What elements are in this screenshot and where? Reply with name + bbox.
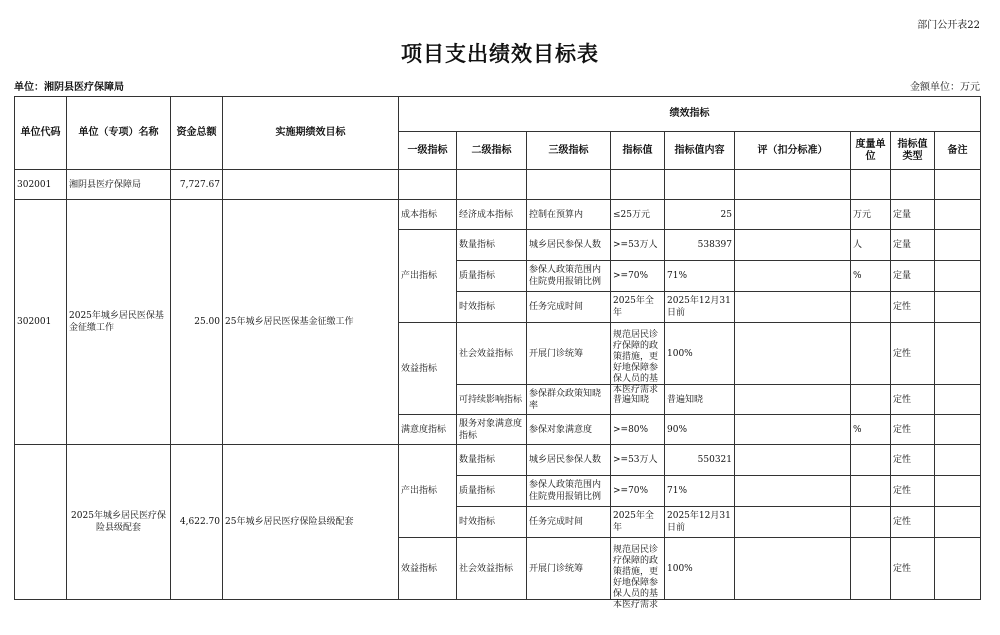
col-level2: 二级指标 bbox=[457, 132, 527, 170]
unit-cell: 万元 bbox=[851, 200, 891, 230]
performance-table bbox=[14, 96, 981, 610]
unit-cell: % bbox=[851, 415, 891, 445]
remark-cell bbox=[935, 261, 981, 292]
score-cell bbox=[735, 323, 851, 385]
remark-cell bbox=[935, 538, 981, 600]
l2-cell: 可持续影响指标 bbox=[457, 385, 527, 415]
summary-row bbox=[15, 170, 981, 200]
score-cell bbox=[735, 230, 851, 261]
unit-cell bbox=[851, 476, 891, 507]
page-title: 项目支出绩效目标表 bbox=[401, 41, 599, 66]
type-cell: 定量 bbox=[891, 200, 935, 230]
score-cell bbox=[735, 538, 851, 600]
col-ind-value: 指标值 bbox=[611, 132, 665, 170]
l1-cell: 产出指标 bbox=[399, 445, 457, 538]
l1-cell: 满意度指标 bbox=[399, 415, 457, 445]
col-perf-indicators: 绩效指标 bbox=[399, 97, 981, 132]
content-cell: 100% bbox=[665, 538, 735, 600]
remark-cell bbox=[935, 292, 981, 323]
header-row-1 bbox=[15, 97, 981, 132]
value-cell: >=70% bbox=[611, 476, 665, 507]
type-cell: 定性 bbox=[891, 292, 935, 323]
content-cell: 538397 bbox=[665, 230, 735, 261]
l3-cell: 任务完成时间 bbox=[527, 292, 611, 323]
score-cell bbox=[735, 292, 851, 323]
type-cell: 定量 bbox=[891, 261, 935, 292]
content-cell: 2025年12月31日前 bbox=[665, 292, 735, 323]
l2-cell: 质量指标 bbox=[457, 261, 527, 292]
content-cell: 2025年12月31日前 bbox=[665, 507, 735, 538]
value-cell: >=70% bbox=[611, 261, 665, 292]
p1-goal: 25年城乡居民医保基金征缴工作 bbox=[223, 200, 399, 445]
col-unit-name: 单位（专项）名称 bbox=[67, 97, 171, 170]
content-cell: 100% bbox=[665, 323, 735, 385]
value-text: 规范居民诊疗保障的政策措施，更好地保障参保人员的基本医疗需求 bbox=[613, 544, 659, 610]
content-cell: 90% bbox=[665, 415, 735, 445]
l1-cell: 效益指标 bbox=[399, 323, 457, 415]
unit-label: 单位：湘阴县医疗保障局 bbox=[14, 82, 124, 93]
l2-cell: 时效指标 bbox=[457, 507, 527, 538]
type-cell: 定性 bbox=[891, 476, 935, 507]
summary-code: 302001 bbox=[15, 170, 67, 200]
l3-cell: 城乡居民参保人数 bbox=[527, 230, 611, 261]
score-cell bbox=[735, 507, 851, 538]
l3-cell: 参保人政策范围内住院费用报销比例 bbox=[527, 261, 611, 292]
remark-cell bbox=[935, 385, 981, 415]
type-cell: 定性 bbox=[891, 538, 935, 600]
content-cell: 71% bbox=[665, 476, 735, 507]
p1-name: 2025年城乡居民医保基金征缴工作 bbox=[67, 200, 171, 445]
unit-cell bbox=[851, 385, 891, 415]
score-cell bbox=[735, 385, 851, 415]
remark-cell bbox=[935, 415, 981, 445]
l2-cell: 数量指标 bbox=[457, 445, 527, 476]
p2-goal: 25年城乡居民医疗保险县级配套 bbox=[223, 445, 399, 600]
value-cell: 2025年全年 bbox=[611, 507, 665, 538]
remark-cell bbox=[935, 507, 981, 538]
content-cell: 71% bbox=[665, 261, 735, 292]
l1-cell: 产出指标 bbox=[399, 230, 457, 323]
score-cell bbox=[735, 415, 851, 445]
col-ind-content: 指标值内容 bbox=[665, 132, 735, 170]
unit-cell bbox=[851, 323, 891, 385]
value-cell bbox=[611, 538, 665, 610]
col-level3: 三级指标 bbox=[527, 132, 611, 170]
value-cell: >=53万人 bbox=[611, 445, 665, 476]
unit-cell bbox=[851, 292, 891, 323]
summary-amount: 7,727.67 bbox=[171, 170, 223, 200]
unit-cell: 人 bbox=[851, 230, 891, 261]
content-cell: 550321 bbox=[665, 445, 735, 476]
score-cell bbox=[735, 445, 851, 476]
page-code: 部门公开表22 bbox=[917, 20, 980, 31]
col-ind-type: 指标值类型 bbox=[891, 132, 935, 170]
l3-cell: 任务完成时间 bbox=[527, 507, 611, 538]
unit-cell bbox=[851, 538, 891, 600]
p2-name: 2025年城乡居民医疗保险县级配套 bbox=[67, 445, 171, 600]
l2-cell: 经济成本指标 bbox=[457, 200, 527, 230]
money-unit-label: 金额单位：万元 bbox=[910, 82, 980, 93]
l2-cell: 社会效益指标 bbox=[457, 538, 527, 600]
remark-cell bbox=[935, 445, 981, 476]
l3-cell: 开展门诊统筹 bbox=[527, 323, 611, 385]
l2-cell: 社会效益指标 bbox=[457, 323, 527, 385]
l2-cell: 数量指标 bbox=[457, 230, 527, 261]
value-cell: 普遍知晓 bbox=[611, 385, 665, 415]
col-total-funds: 资金总额 bbox=[171, 97, 223, 170]
remark-cell bbox=[935, 200, 981, 230]
value-cell: >=53万人 bbox=[611, 230, 665, 261]
unit-cell bbox=[851, 445, 891, 476]
l2-cell: 服务对象满意度指标 bbox=[457, 415, 527, 445]
p1-amount: 25.00 bbox=[171, 200, 223, 445]
score-cell bbox=[735, 476, 851, 507]
p2-code bbox=[15, 445, 67, 600]
col-period-goal: 实施期绩效目标 bbox=[223, 97, 399, 170]
unit-cell: % bbox=[851, 261, 891, 292]
content-cell: 25 bbox=[665, 200, 735, 230]
col-score-std: 评（扣分标准） bbox=[735, 132, 851, 170]
table-row bbox=[15, 445, 981, 476]
summary-name: 湘阴县医疗保障局 bbox=[67, 170, 171, 200]
type-cell: 定量 bbox=[891, 230, 935, 261]
type-cell: 定性 bbox=[891, 385, 935, 415]
l2-cell: 时效指标 bbox=[457, 292, 527, 323]
value-cell: ≤25万元 bbox=[611, 200, 665, 230]
value-text: 规范居民诊疗保障的政策措施，更好地保障参保人员的基本医疗需求 bbox=[613, 329, 659, 395]
remark-cell bbox=[935, 476, 981, 507]
remark-cell bbox=[935, 323, 981, 385]
col-remark: 备注 bbox=[935, 132, 981, 170]
remark-cell bbox=[935, 230, 981, 261]
l3-cell: 参保群众政策知晓率 bbox=[527, 385, 611, 415]
score-cell bbox=[735, 261, 851, 292]
l3-cell: 参保人政策范围内住院费用报销比例 bbox=[527, 476, 611, 507]
l3-cell: 开展门诊统筹 bbox=[527, 538, 611, 600]
l3-cell: 参保对象满意度 bbox=[527, 415, 611, 445]
p2-amount: 4,622.70 bbox=[171, 445, 223, 600]
col-measure-unit: 度量单位 bbox=[851, 132, 891, 170]
l1-cell: 效益指标 bbox=[399, 538, 457, 600]
type-cell: 定性 bbox=[891, 323, 935, 385]
p1-code: 302001 bbox=[15, 200, 67, 445]
value-cell bbox=[611, 323, 665, 395]
col-unit-code: 单位代码 bbox=[15, 97, 67, 170]
value-cell: 2025年全年 bbox=[611, 292, 665, 323]
unit-cell bbox=[851, 507, 891, 538]
l2-cell: 质量指标 bbox=[457, 476, 527, 507]
l1-cell: 成本指标 bbox=[399, 200, 457, 230]
type-cell: 定性 bbox=[891, 507, 935, 538]
table-row bbox=[15, 200, 981, 230]
content-cell: 普遍知晓 bbox=[665, 385, 735, 415]
value-cell: >=80% bbox=[611, 415, 665, 445]
type-cell: 定性 bbox=[891, 415, 935, 445]
l3-cell: 城乡居民参保人数 bbox=[527, 445, 611, 476]
l3-cell: 控制在预算内 bbox=[527, 200, 611, 230]
score-cell bbox=[735, 200, 851, 230]
type-cell: 定性 bbox=[891, 445, 935, 476]
col-level1: 一级指标 bbox=[399, 132, 457, 170]
